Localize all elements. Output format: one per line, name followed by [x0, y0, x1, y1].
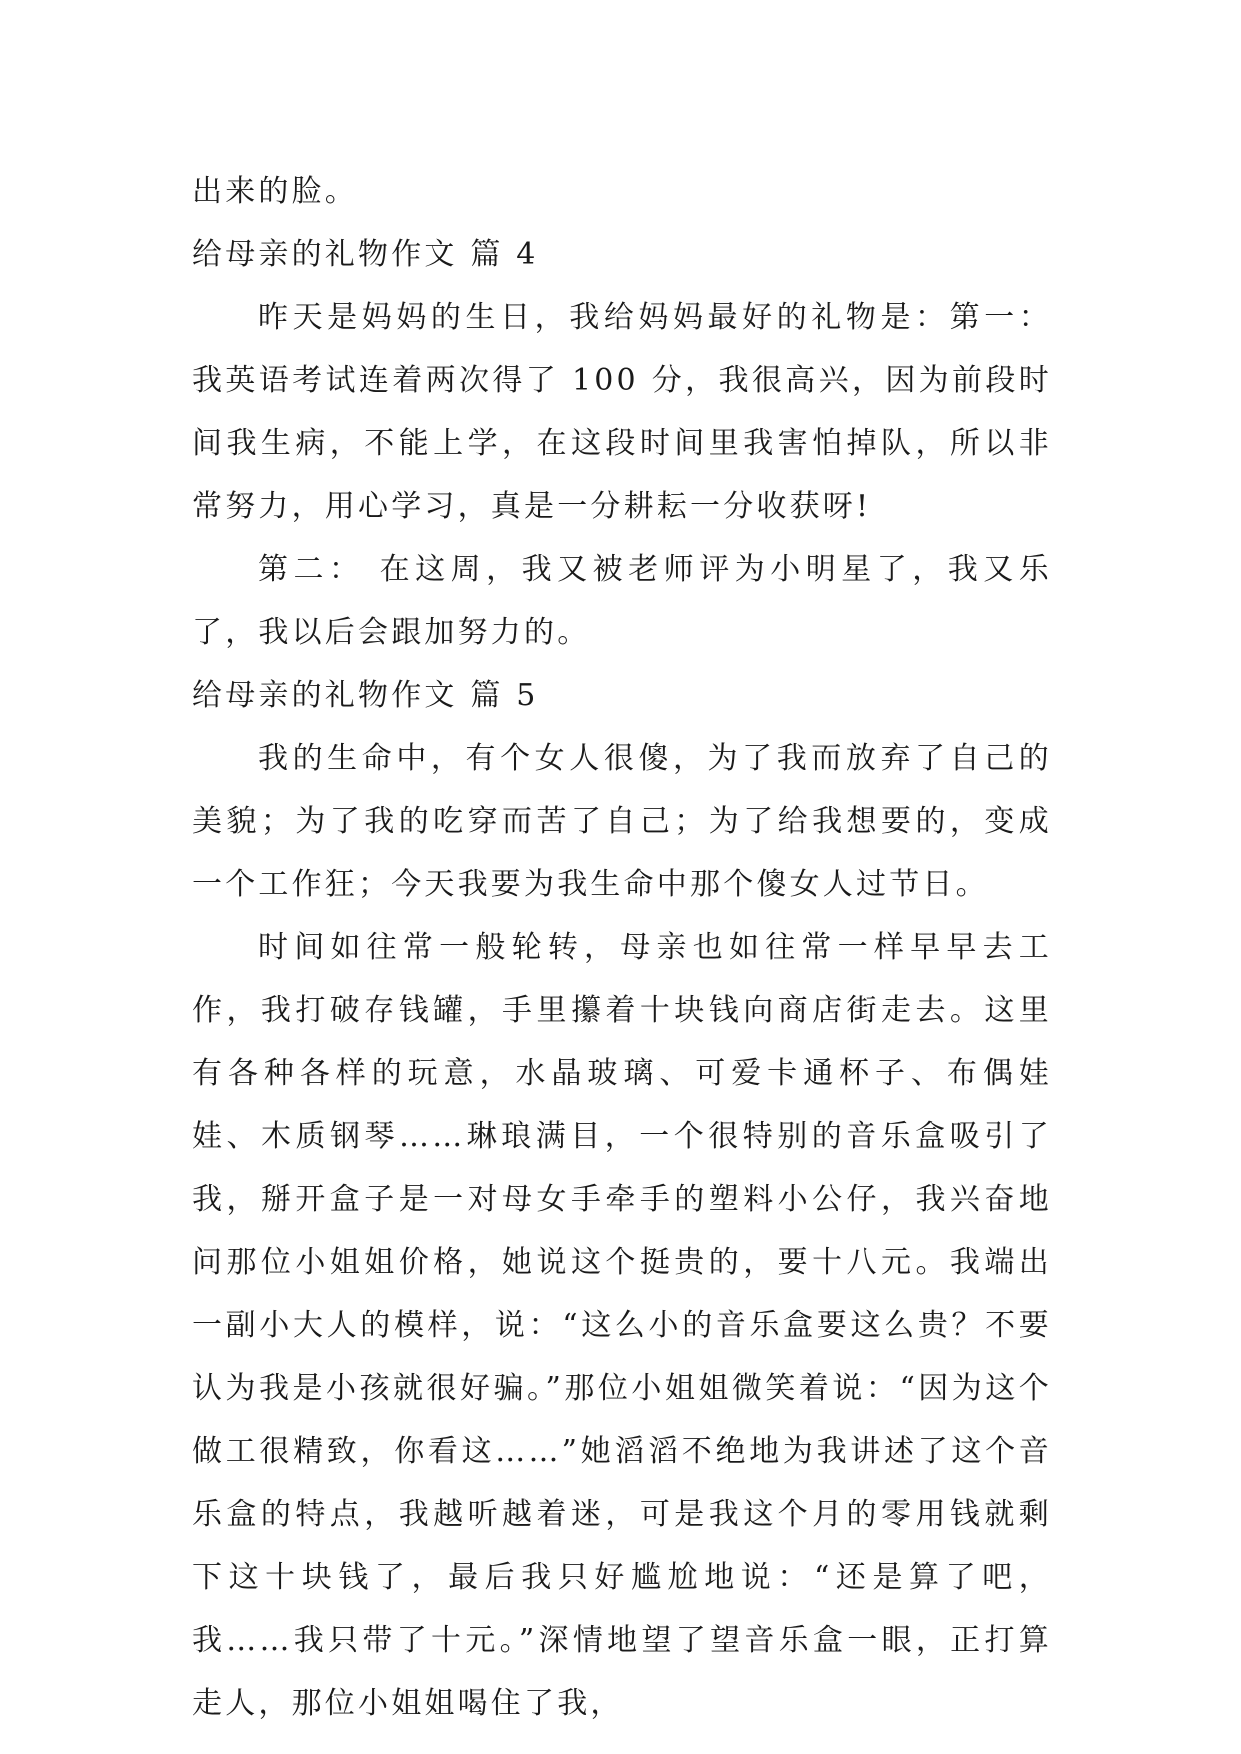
paragraph: 第二： 在这周，我又被老师评为小明星了，我又乐了，我以后会跟加努力的。 — [192, 552, 1052, 650]
paragraph: 我的生命中，有个女人很傻，为了我而放弃了自己的美貌；为了我的吃穿而苦了自己；为了给我想要的，变成一个工作狂；今天我要为我生命中那个傻女人过节日。 — [192, 741, 1052, 902]
paragraph-continuation: 出来的脸。 — [192, 174, 358, 209]
paragraph: 昨天是妈妈的生日，我给妈妈最好的礼物是：第一：我英语考试连着两次得了 100 分，我很高兴，因为前段时间我生病，不能上学，在这段时间里我害怕掉队，所以非常努力，用心学习，真是一分耕耘一分收获呀! — [192, 300, 1052, 524]
section-heading-5: 给母亲的礼物作文 篇 5 — [192, 678, 539, 713]
section-heading-4: 给母亲的礼物作文 篇 4 — [192, 237, 539, 272]
paragraph: 时间如往常一般轮转，母亲也如往常一样早早去工作，我打破存钱罐，手里攥着十块钱向商店街走去。这里有各种各样的玩意，水晶玻璃、可爱卡通杯子、布偶娃娃、木质钢琴……琳琅满目，一个很特别的音乐盒吸引了我，掰开盒子是一对母女手牵手的塑料小公仔，我兴奋地问那位小姐姐价格，她说这个挺贵的，要十八元。我端出一副小大人的模样，说：“这么小的音乐盒要这么贵？不要认为我是小孩就很好骗。”那位小姐姐微笑着说：“因为这个做工很精致，你看这……”她滔滔不绝地为我讲述了这个音乐盒的特点，我越听越着迷，可是我这个月的零用钱就剩下这十块钱了，最后我只好尴尬地说：“还是算了吧，我……我只带了十元。”深情地望了望音乐盒一眼，正打算走人，那位小姐姐喝住了我， — [192, 930, 1052, 1721]
document-body — [192, 160, 1052, 1735]
